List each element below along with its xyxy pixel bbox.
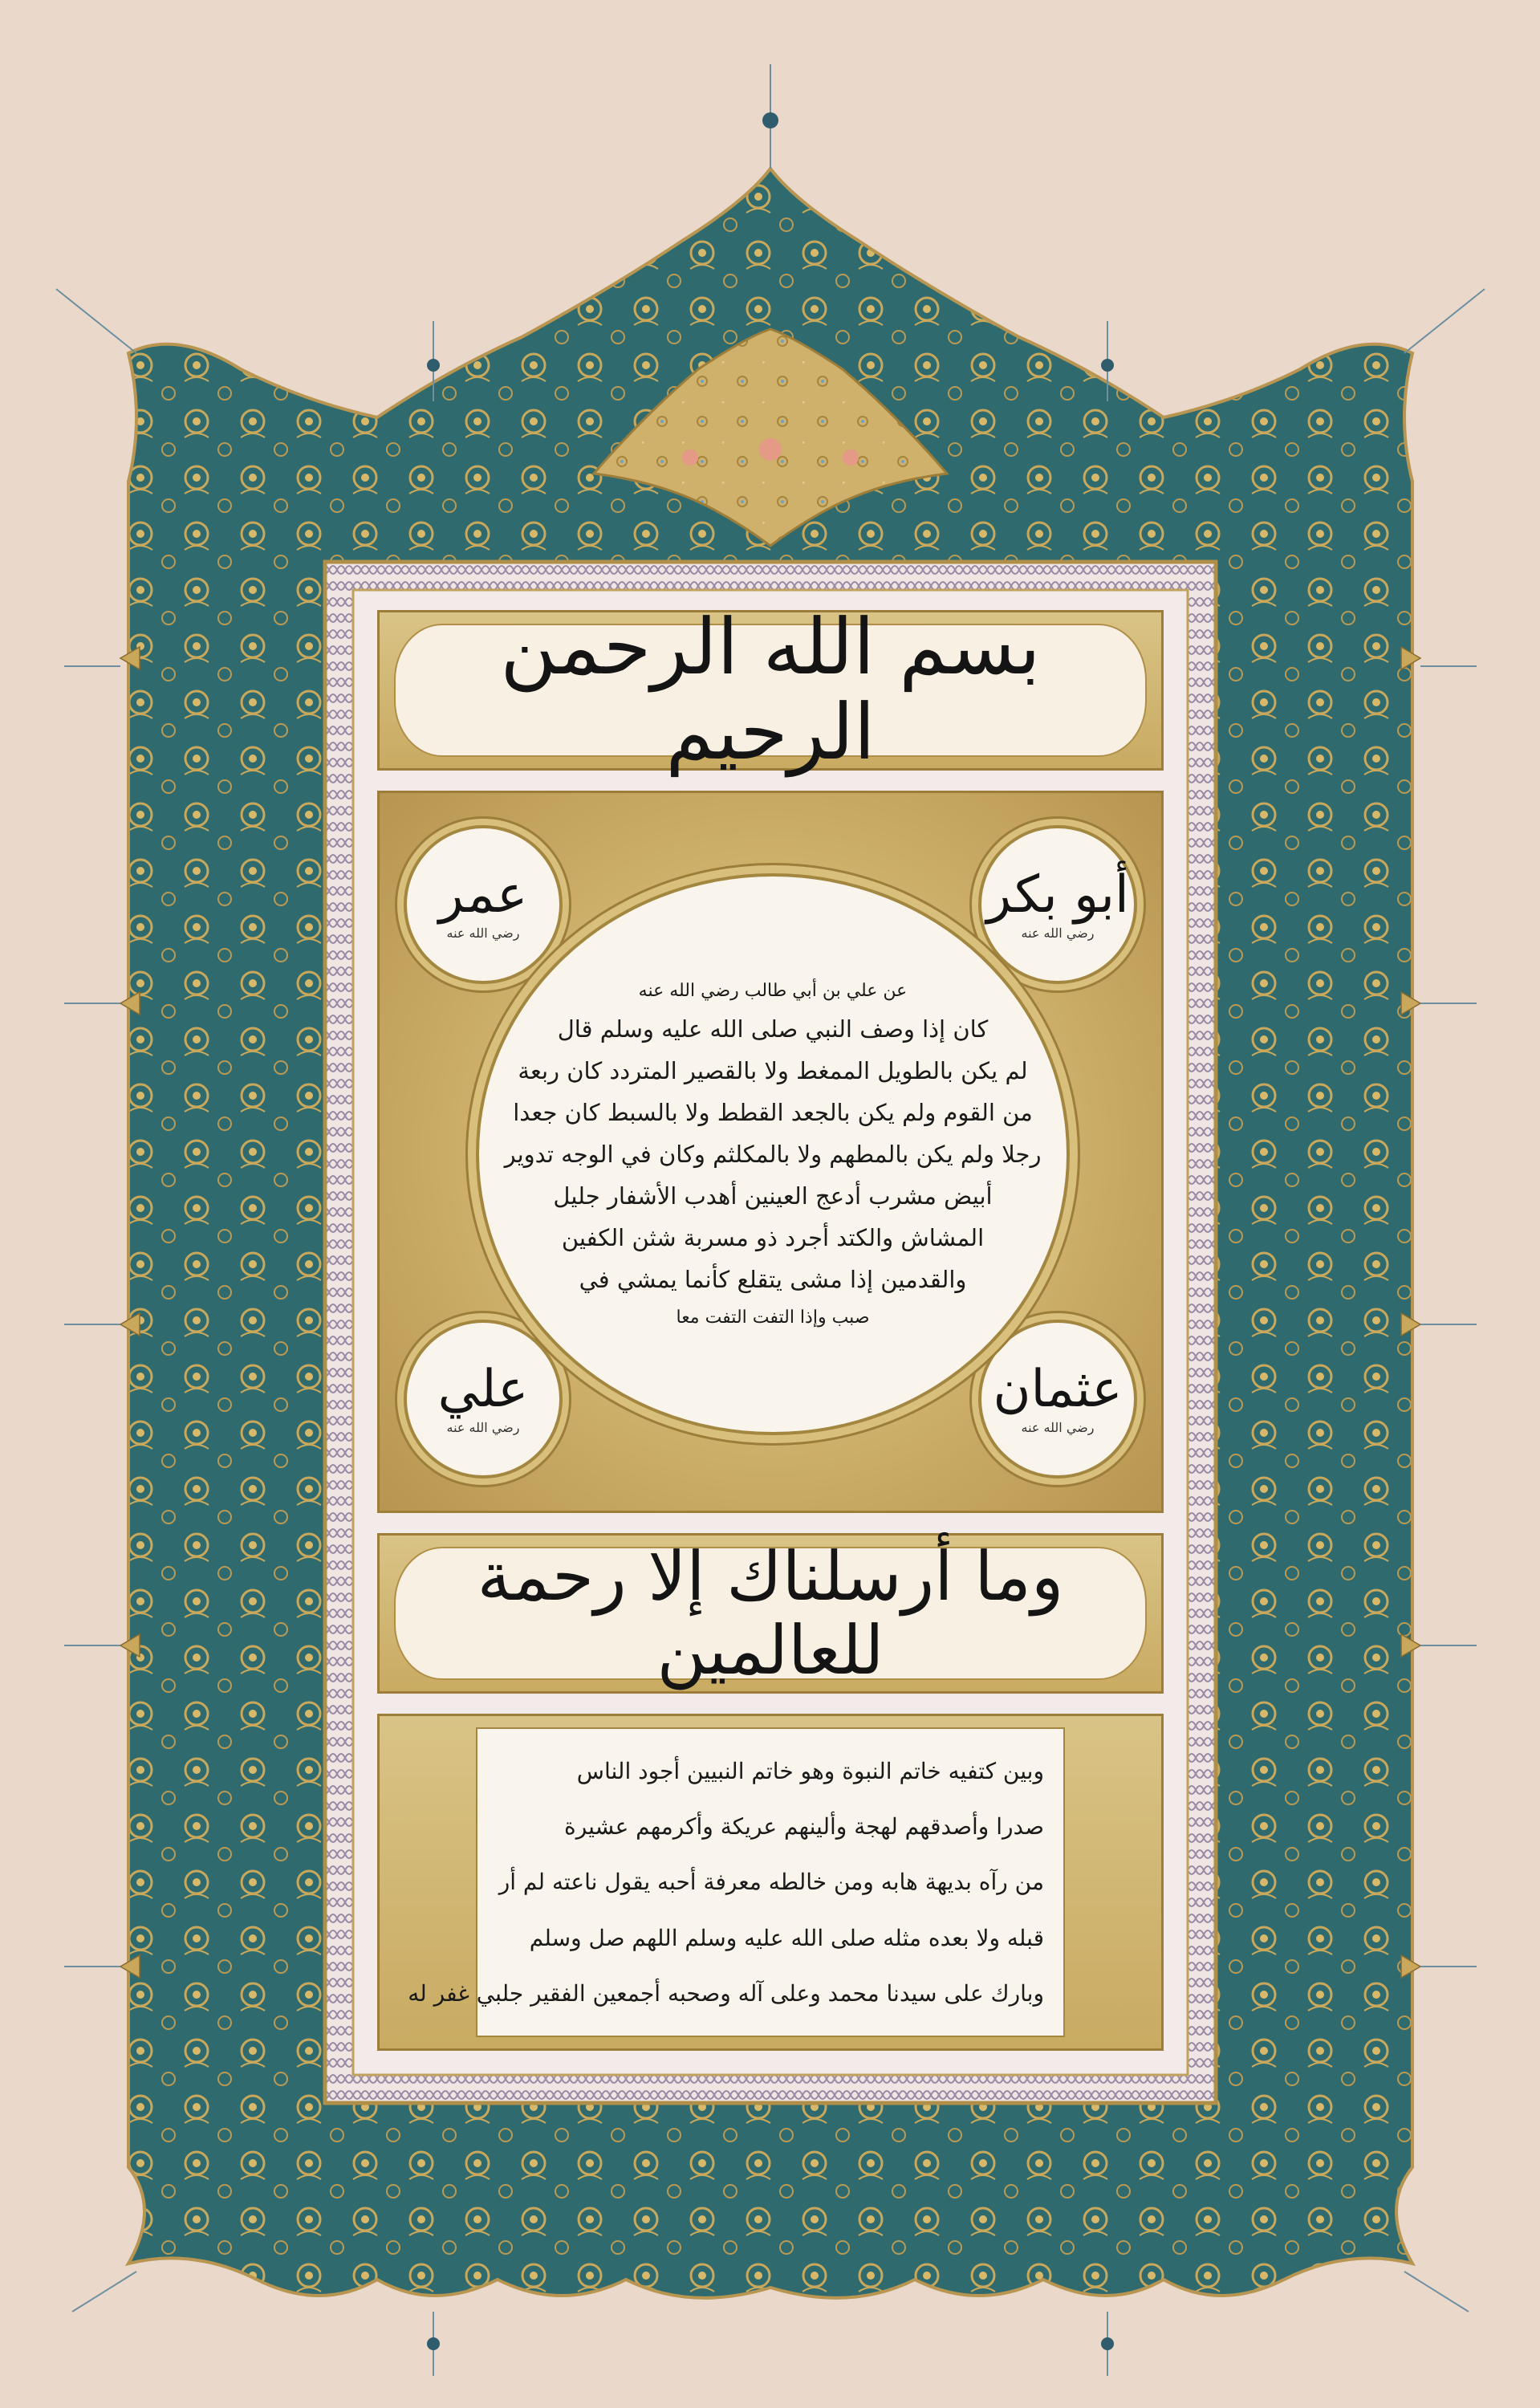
medallion-bottom-left — [404, 1320, 563, 1479]
medallion-name: عمر — [438, 864, 528, 925]
medallion-bottom-right — [978, 1320, 1137, 1479]
medallion-sub: رضي الله عنه — [446, 925, 520, 941]
bottom-line: وبارك على سيدنا محمد وعلى آله وصحبه أجمعين الفقير جلبي غفر له — [408, 1979, 1044, 2007]
verse-panel — [377, 1533, 1164, 1694]
hilye-line: لم يكن بالطويل الممغط ولا بالقصير المتردد كان ربعة — [518, 1057, 1028, 1084]
medallion-sub: رضي الله عنه — [1021, 925, 1095, 941]
hilye-circle — [476, 873, 1070, 1435]
hilye-line: المشاش والكتد أجرد ذو مسربة شثن الكفين — [561, 1224, 985, 1251]
hilye-line: رجلا ولم يكن بالمطهم ولا بالمكلثم وكان في الوجه تدوير — [504, 1141, 1042, 1168]
medallion-name: علي — [437, 1359, 529, 1419]
hilye-line: من القوم ولم يكن بالجعد القطط ولا بالسبط كان جعدا — [513, 1099, 1033, 1126]
hilye-line: كان إذا وصف النبي صلى الله عليه وسلم قال — [557, 1015, 989, 1043]
bottom-line: وبين كتفيه خاتم النبوة وهو خاتم النبيين أجود الناس — [576, 1758, 1044, 1785]
hilye-line: والقدمين إذا مشى يتقلع كأنما يمشي في — [579, 1266, 967, 1293]
basmala-text: بسم الله الرحمن الرحيم — [500, 602, 1041, 777]
hilye-line: أبيض مشرب أدعج العينين أهدب الأشفار جليل — [553, 1182, 993, 1210]
hilye-line: عن علي بن أبي طالب رضي الله عنه — [638, 981, 908, 1001]
hilye-panel — [377, 791, 1164, 1513]
medallion-name: أبو بكر — [986, 864, 1129, 925]
verse-cartouche — [394, 1536, 1147, 1690]
medallion-sub: رضي الله عنه — [1021, 1419, 1095, 1435]
bottom-line: من رآه بديهة هابه ومن خالطه معرفة أحبه يقول ناعته لم أر — [498, 1869, 1044, 1896]
medallion-sub: رضي الله عنه — [446, 1419, 520, 1435]
bottom-textbox — [408, 1727, 1065, 2037]
verse-text: وما أرسلناك إلا رحمة للعالمين — [477, 1536, 1064, 1690]
bottom-line: قبله ولا بعده مثله صلى الله عليه وسلم اللهم صل وسلم — [529, 1924, 1044, 1951]
hilye-line: صبب وإذا التفت التفت معا — [676, 1308, 870, 1328]
bottom-line: صدرا وأصدقهم لهجة وألينهم عريكة وأكرمهم عشيرة — [564, 1813, 1044, 1841]
bottom-text-panel — [377, 1714, 1164, 2051]
medallion-name: عثمان — [993, 1359, 1123, 1419]
medallion-top-right — [978, 825, 1137, 984]
basmala-panel — [377, 602, 1164, 777]
medallion-top-left — [404, 825, 563, 984]
basmala-cartouche — [394, 602, 1147, 777]
